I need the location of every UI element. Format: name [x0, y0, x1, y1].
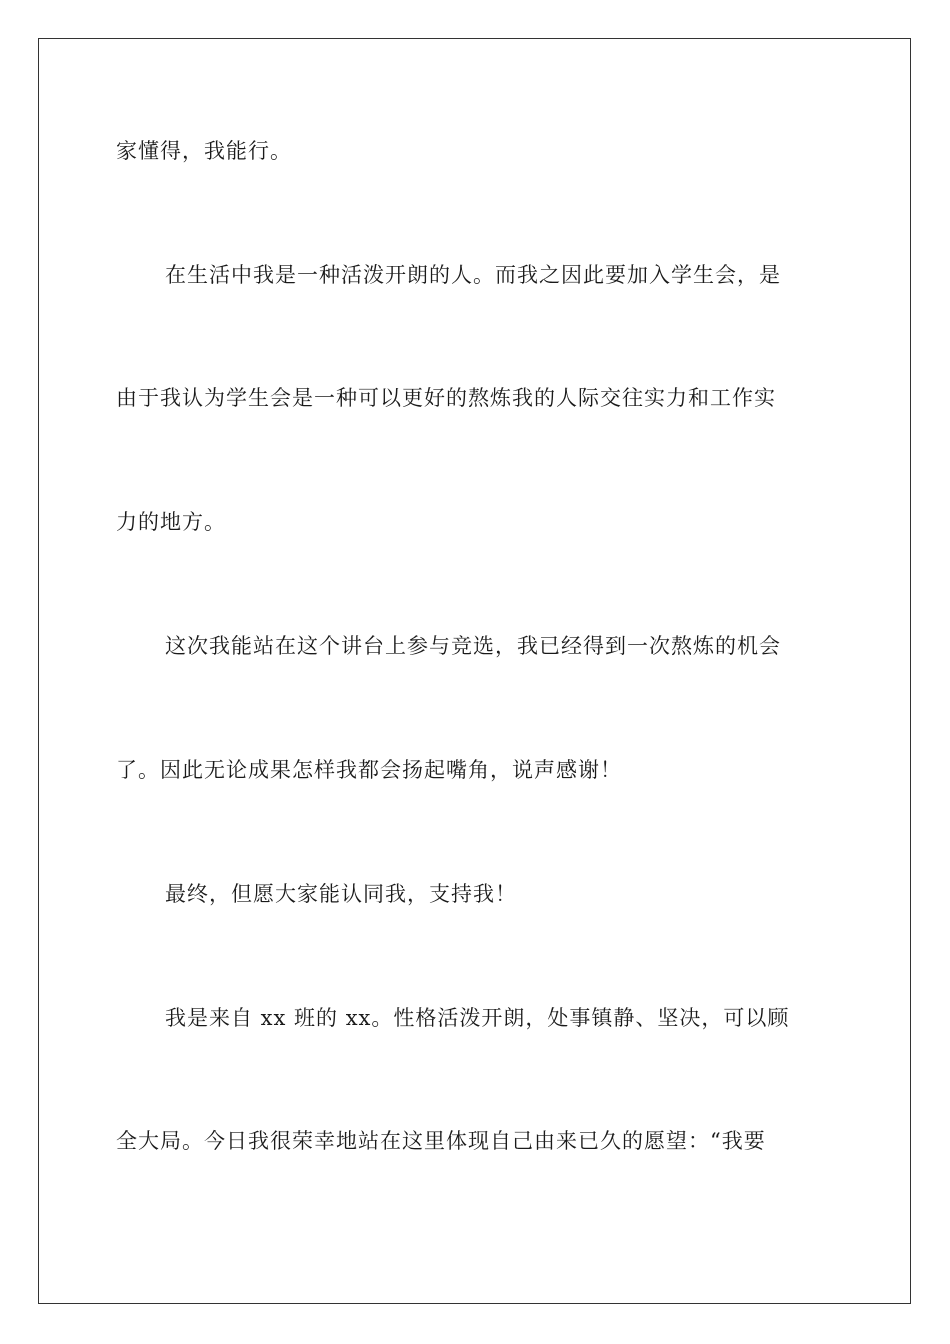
text-line-5: 这次我能站在这个讲台上参与竞选，我已经得到一次熬炼的机会	[165, 634, 781, 658]
text-line-6: 了。因此无论成果怎样我都会扬起嘴角，说声感谢！	[116, 758, 622, 782]
text-line-1: 家懂得，我能行。	[116, 139, 292, 163]
text-line-3: 由于我认为学生会是一种可以更好的熬炼我的人际交往实力和工作实	[116, 386, 776, 410]
text-line-2: 在生活中我是一种活泼开朗的人。而我之因此要加入学生会，是	[165, 263, 781, 287]
text-line-8: 我是来自 xx 班的 xx。性格活泼开朗，处事镇静、坚决，可以顾	[165, 1006, 790, 1030]
text-line-9: 全大局。今日我很荣幸地站在这里体现自己由来已久的愿望：“我要	[116, 1129, 766, 1153]
page-border	[38, 38, 911, 1304]
text-line-7: 最终，但愿大家能认同我，支持我！	[165, 882, 517, 906]
text-line-4: 力的地方。	[116, 510, 226, 534]
